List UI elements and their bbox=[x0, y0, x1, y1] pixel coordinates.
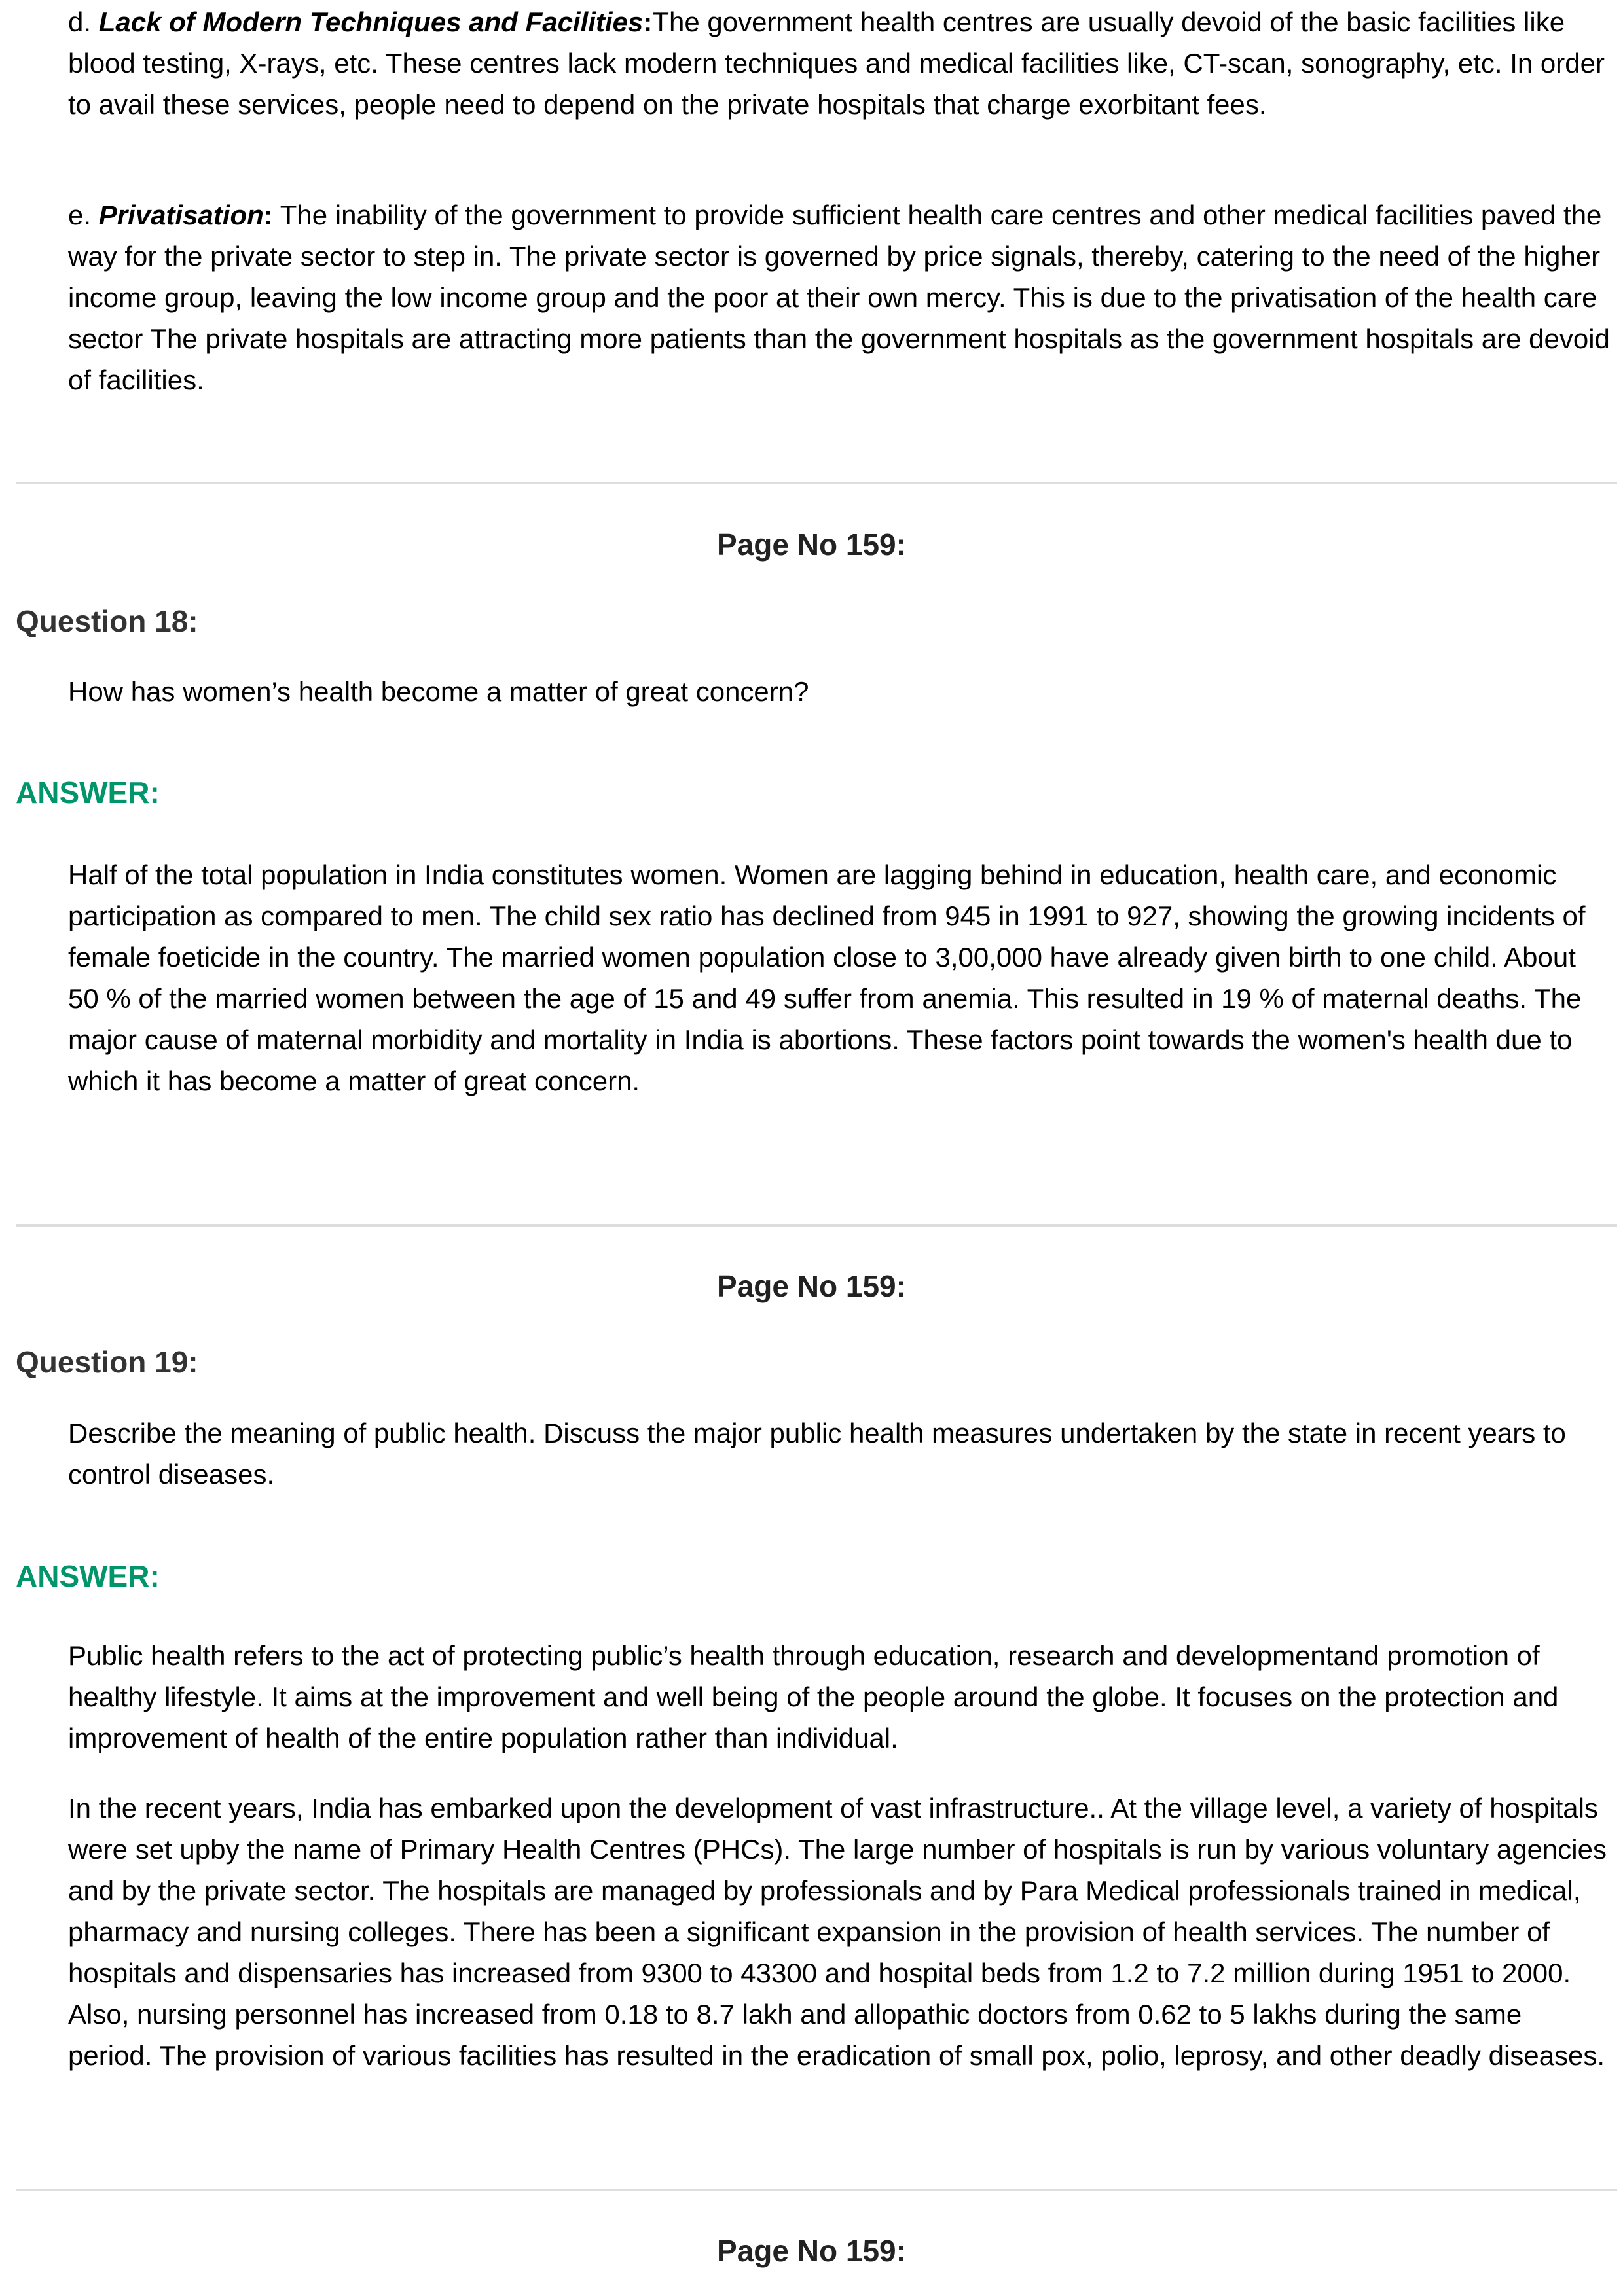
section-e-title: Privatisation bbox=[98, 200, 264, 230]
section-d-paragraph bbox=[68, 1, 1613, 125]
section-d-text: The government health centres are usually devoid of the basic facilities like blood testing, X-rays, etc. These centres lack modern techniques and medical facilities like, CT-scan, sonography, etc. In order to avail these services, people need to depend on the private hospitals that charge exorbitant fees. bbox=[68, 7, 1605, 120]
section-e-colon: : bbox=[263, 200, 273, 230]
answer-label: ANSWER: bbox=[16, 1559, 160, 1593]
section-e-text: The inability of the government to provide sufficient health care centres and other medical facilities paved the way for the private sector to step in. The private sector is governed by price signals, thereby, catering to the need of the higher income group, leaving the low income group and the poor at their own mercy. This is due to the privatisation of the health care sector The private hospitals are attracting more patients than the government hospitals as the government hospitals are devoid of facilities. bbox=[68, 200, 1610, 395]
section-d-prefix: d. bbox=[68, 7, 99, 37]
section-e-prefix: e. bbox=[68, 200, 99, 230]
answer-label: ANSWER: bbox=[16, 776, 160, 810]
question-text: How has women’s health become a matter of great concern? bbox=[68, 676, 809, 707]
question-text: Describe the meaning of public health. Discuss the major public health measures undertaken by the state in recent years to control diseases. bbox=[68, 1418, 1566, 1490]
section-divider bbox=[16, 2189, 1617, 2191]
question-heading: Question 18: bbox=[16, 604, 198, 638]
section-e-paragraph bbox=[68, 194, 1613, 401]
section-divider bbox=[16, 1224, 1617, 1227]
section-divider bbox=[16, 482, 1617, 484]
answer-paragraph: Public health refers to the act of protecting public’s health through education, research and developmentand promotion of healthy lifestyle. It aims at the improvement and well being of the people around the globe. It focuses on the protection and improvement of health of the entire population rather than individual. bbox=[68, 1640, 1559, 1753]
section-d-title: Lack of Modern Techniques and Facilities bbox=[98, 7, 644, 37]
page-number-label: Page No 159: bbox=[717, 1269, 906, 1303]
question-heading: Question 19: bbox=[16, 1345, 198, 1379]
section-d-colon: : bbox=[643, 7, 653, 37]
answer-paragraph: Half of the total population in India constitutes women. Women are lagging behind in education, health care, and economic participation as compared to men. The child sex ratio has declined from 945 in 1991 to 927, showing the growing incidents of female foeticide in the country. The married women population close to 3,00,000 have already given birth to one child. About 50 % of the married women between the age of 15 and 49 suffer from anemia. This resulted in 19 % of maternal deaths. The major cause of maternal morbidity and mortality in India is abortions. These factors point towards the women's health due to which it has become a matter of great concern. bbox=[68, 859, 1586, 1096]
page-number-label: Page No 159: bbox=[717, 528, 906, 562]
page-number-label: Page No 159: bbox=[717, 2234, 906, 2268]
answer-paragraph: In the recent years, India has embarked upon the development of vast infrastructure.. At the village level, a variety of hospitals were set upby the name of Primary Health Centres (PHCs). The large number of hospitals is run by various voluntary agencies and by the private sector. The hospitals are managed by professionals and by Para Medical professionals trained in medical, pharmacy and nursing colleges. There has been a significant expansion in the provision of health services. The number of hospitals and dispensaries has increased from 9300 to 43300 and hospital beds from 1.2 to 7.2 million during 1951 to 2000. Also, nursing personnel has increased from 0.18 to 8.7 lakh and allopathic doctors from 0.62 to 5 lakhs during the same period. The provision of various facilities has resulted in the eradication of small pox, polio, leprosy, and other deadly diseases. bbox=[68, 1793, 1607, 2071]
